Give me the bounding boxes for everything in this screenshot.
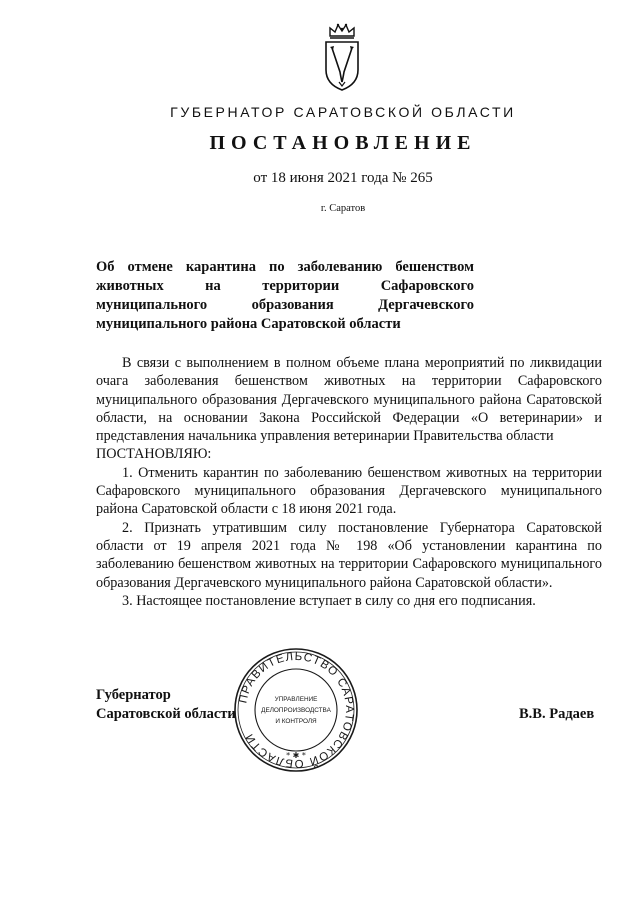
document-date-number: от 18 июня 2021 года № 265 xyxy=(253,170,433,186)
stamp-star-icon: * ✱ * xyxy=(286,751,306,760)
document-type-title: ПОСТАНОВЛЕНИЕ xyxy=(209,132,477,154)
stamp-ring-text: ПРАВИТЕЛЬСТВО САРАТОВСКОЙ ОБЛАСТИ xyxy=(237,650,356,770)
resolution-item-3: 3. Настоящее постановление вступает в силу со дня его подписания. xyxy=(122,592,536,609)
saratov-coat-of-arms-icon xyxy=(318,22,366,94)
stamp-line-3: И КОНТРОЛЯ xyxy=(275,718,317,725)
signatory-title-line2: Саратовской области xyxy=(96,706,236,722)
document-body xyxy=(96,354,602,610)
stamp-line-2: ДЕЛОПРОИЗВОДСТВА xyxy=(261,707,331,714)
signatory-title xyxy=(96,686,236,724)
signatory-title-line1: Губернатор xyxy=(96,687,171,703)
document-subject: Об отмене карантина по заболеванию бешенством животных на территории Сафаровского муниципального образования Дергачевского муниципального района Саратовской области xyxy=(96,259,474,332)
resolution-item-1: 1. Отменить карантин по заболеванию бешенством животных на территории Сафаровского муниципального образования Дергачевского муниципального района Саратовской области с 18 июня 2021 года. xyxy=(96,464,602,518)
official-stamp xyxy=(232,646,360,774)
signatory-name: В.В. Радаев xyxy=(519,706,595,722)
stamp-line-1: УПРАВЛЕНИЕ xyxy=(274,696,318,703)
intro-paragraph: В связи с выполнением в полном объеме плана мероприятий по ликвидации очага заболевания бешенством животных на территории Сафаровского муниципального образования Дергачевского муниципального района Саратовской области, на основании Закона Российской Федерации «О ветеринарии» и представления начальника управления ветеринарии Правительства области xyxy=(96,355,602,445)
resolve-word: ПОСТАНОВЛЯЮ: xyxy=(96,446,212,463)
issuing-authority: ГУБЕРНАТОР САРАТОВСКОЙ ОБЛАСТИ xyxy=(170,104,516,120)
document-city: г. Саратов xyxy=(320,203,366,214)
resolution-item-2: 2. Признать утратившим силу постановление Губернатора Саратовской области от 19 апреля 2021 года № 198 «Об установлении карантина по заболеванию бешенством животных на территории Сафаровского муниципального образования Дергачевского муниципального района Саратовской области». xyxy=(96,519,602,591)
